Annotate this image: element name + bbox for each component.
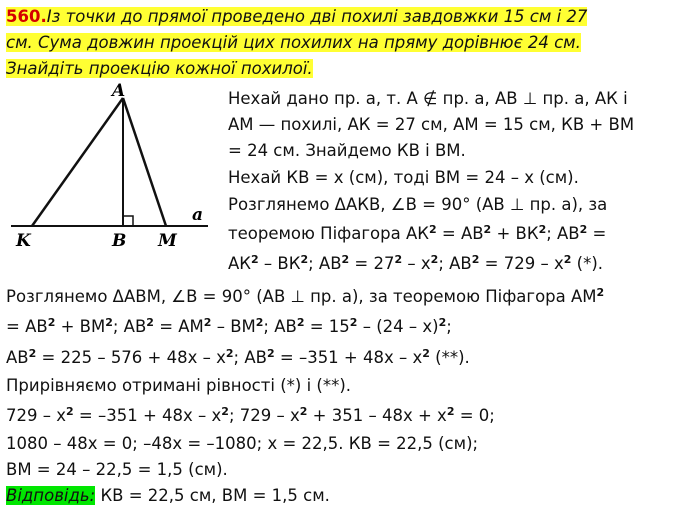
- label-K: K: [16, 231, 31, 251]
- label-M: M: [158, 231, 177, 251]
- solution-line-12: $729 - х^2 = -351 + 48х - х^2$; $729 - х^2 + 351 - 48х + х^2 = 0$;: [6, 405, 495, 425]
- task-line-1: [6, 5, 587, 29]
- task-text-2: см. Сума довжин проекцій цих похилих на пряму дорівнює 24 см.: [6, 33, 581, 52]
- answer-text: КВ = 22,5 см, ВМ = 1,5 см.: [95, 486, 330, 505]
- segment-AM: [123, 98, 166, 226]
- segment-AK: [32, 98, 123, 226]
- label-A: A: [112, 81, 126, 101]
- answer-label: Відповідь:: [6, 486, 96, 505]
- task-text-1: Із точки до прямої проведено дві похилі завдовжки 15 см і 27: [46, 7, 588, 26]
- task-line-3: [6, 57, 313, 81]
- solution-line-2: АМ — похилі, АК = 27 см, АМ = 15 см, КВ + ВМ: [228, 115, 635, 134]
- solution-line-7: $АК^2 - ВК^2$; $АВ^2 = 27^2 - х^2$; $АВ^2 = 729 - х^2$ (*).: [228, 253, 604, 273]
- solution-line-13: 1080 – 48х = 0; –48х = –1080; х = 22,5. КВ = 22,5 (см);: [6, 434, 479, 453]
- solution-line-11: Прирівняємо отримані рівності (*) і (**).: [6, 376, 352, 395]
- solution-line-8: Розглянемо ΔАВМ, ∠В = 90° (АВ ⊥ пр. а), за теоремою Піфагора $АМ^2$: [6, 286, 605, 306]
- solution-line-9: = $АВ^2 + ВМ^2$; $АВ^2 = АМ^2 - ВМ^2$; $АВ^2 = 15^2 - (24 - х)^2$;: [6, 316, 452, 336]
- task-line-2: [6, 31, 581, 55]
- label-a: a: [192, 205, 204, 225]
- solution-line-10: $АВ^2 = 225 - 576 + 48х - х^2$; $АВ^2 = -351 + 48х - х^2$ (**).: [6, 347, 470, 367]
- right-angle-mark: [123, 216, 133, 226]
- solution-line-4: Нехай КВ = х (см), тоді ВМ = 24 – х (см).: [228, 168, 579, 187]
- solution-line-14: ВМ = 24 – 22,5 = 1,5 (см).: [6, 460, 228, 479]
- solution-line-3: = 24 см. Знайдемо КВ і ВМ.: [228, 141, 466, 160]
- solution-line-5: Розглянемо ΔАКВ, ∠В = 90° (АВ ⊥ пр. а), за: [228, 195, 608, 214]
- triangle-figure: [8, 80, 223, 255]
- task-number: 560.: [6, 7, 47, 26]
- label-B: B: [112, 231, 127, 251]
- answer-line: [6, 484, 330, 508]
- solution-line-1: Нехай дано пр. а, т. А ∉ пр. а, АВ ⊥ пр. а, АК і: [228, 89, 628, 108]
- task-text-3: Знайдіть проекцію кожної похилої.: [6, 59, 313, 78]
- solution-line-6: теоремою Піфагора $АК^2 = АВ^2 + ВК^2$; $АВ^2$ =: [228, 223, 607, 243]
